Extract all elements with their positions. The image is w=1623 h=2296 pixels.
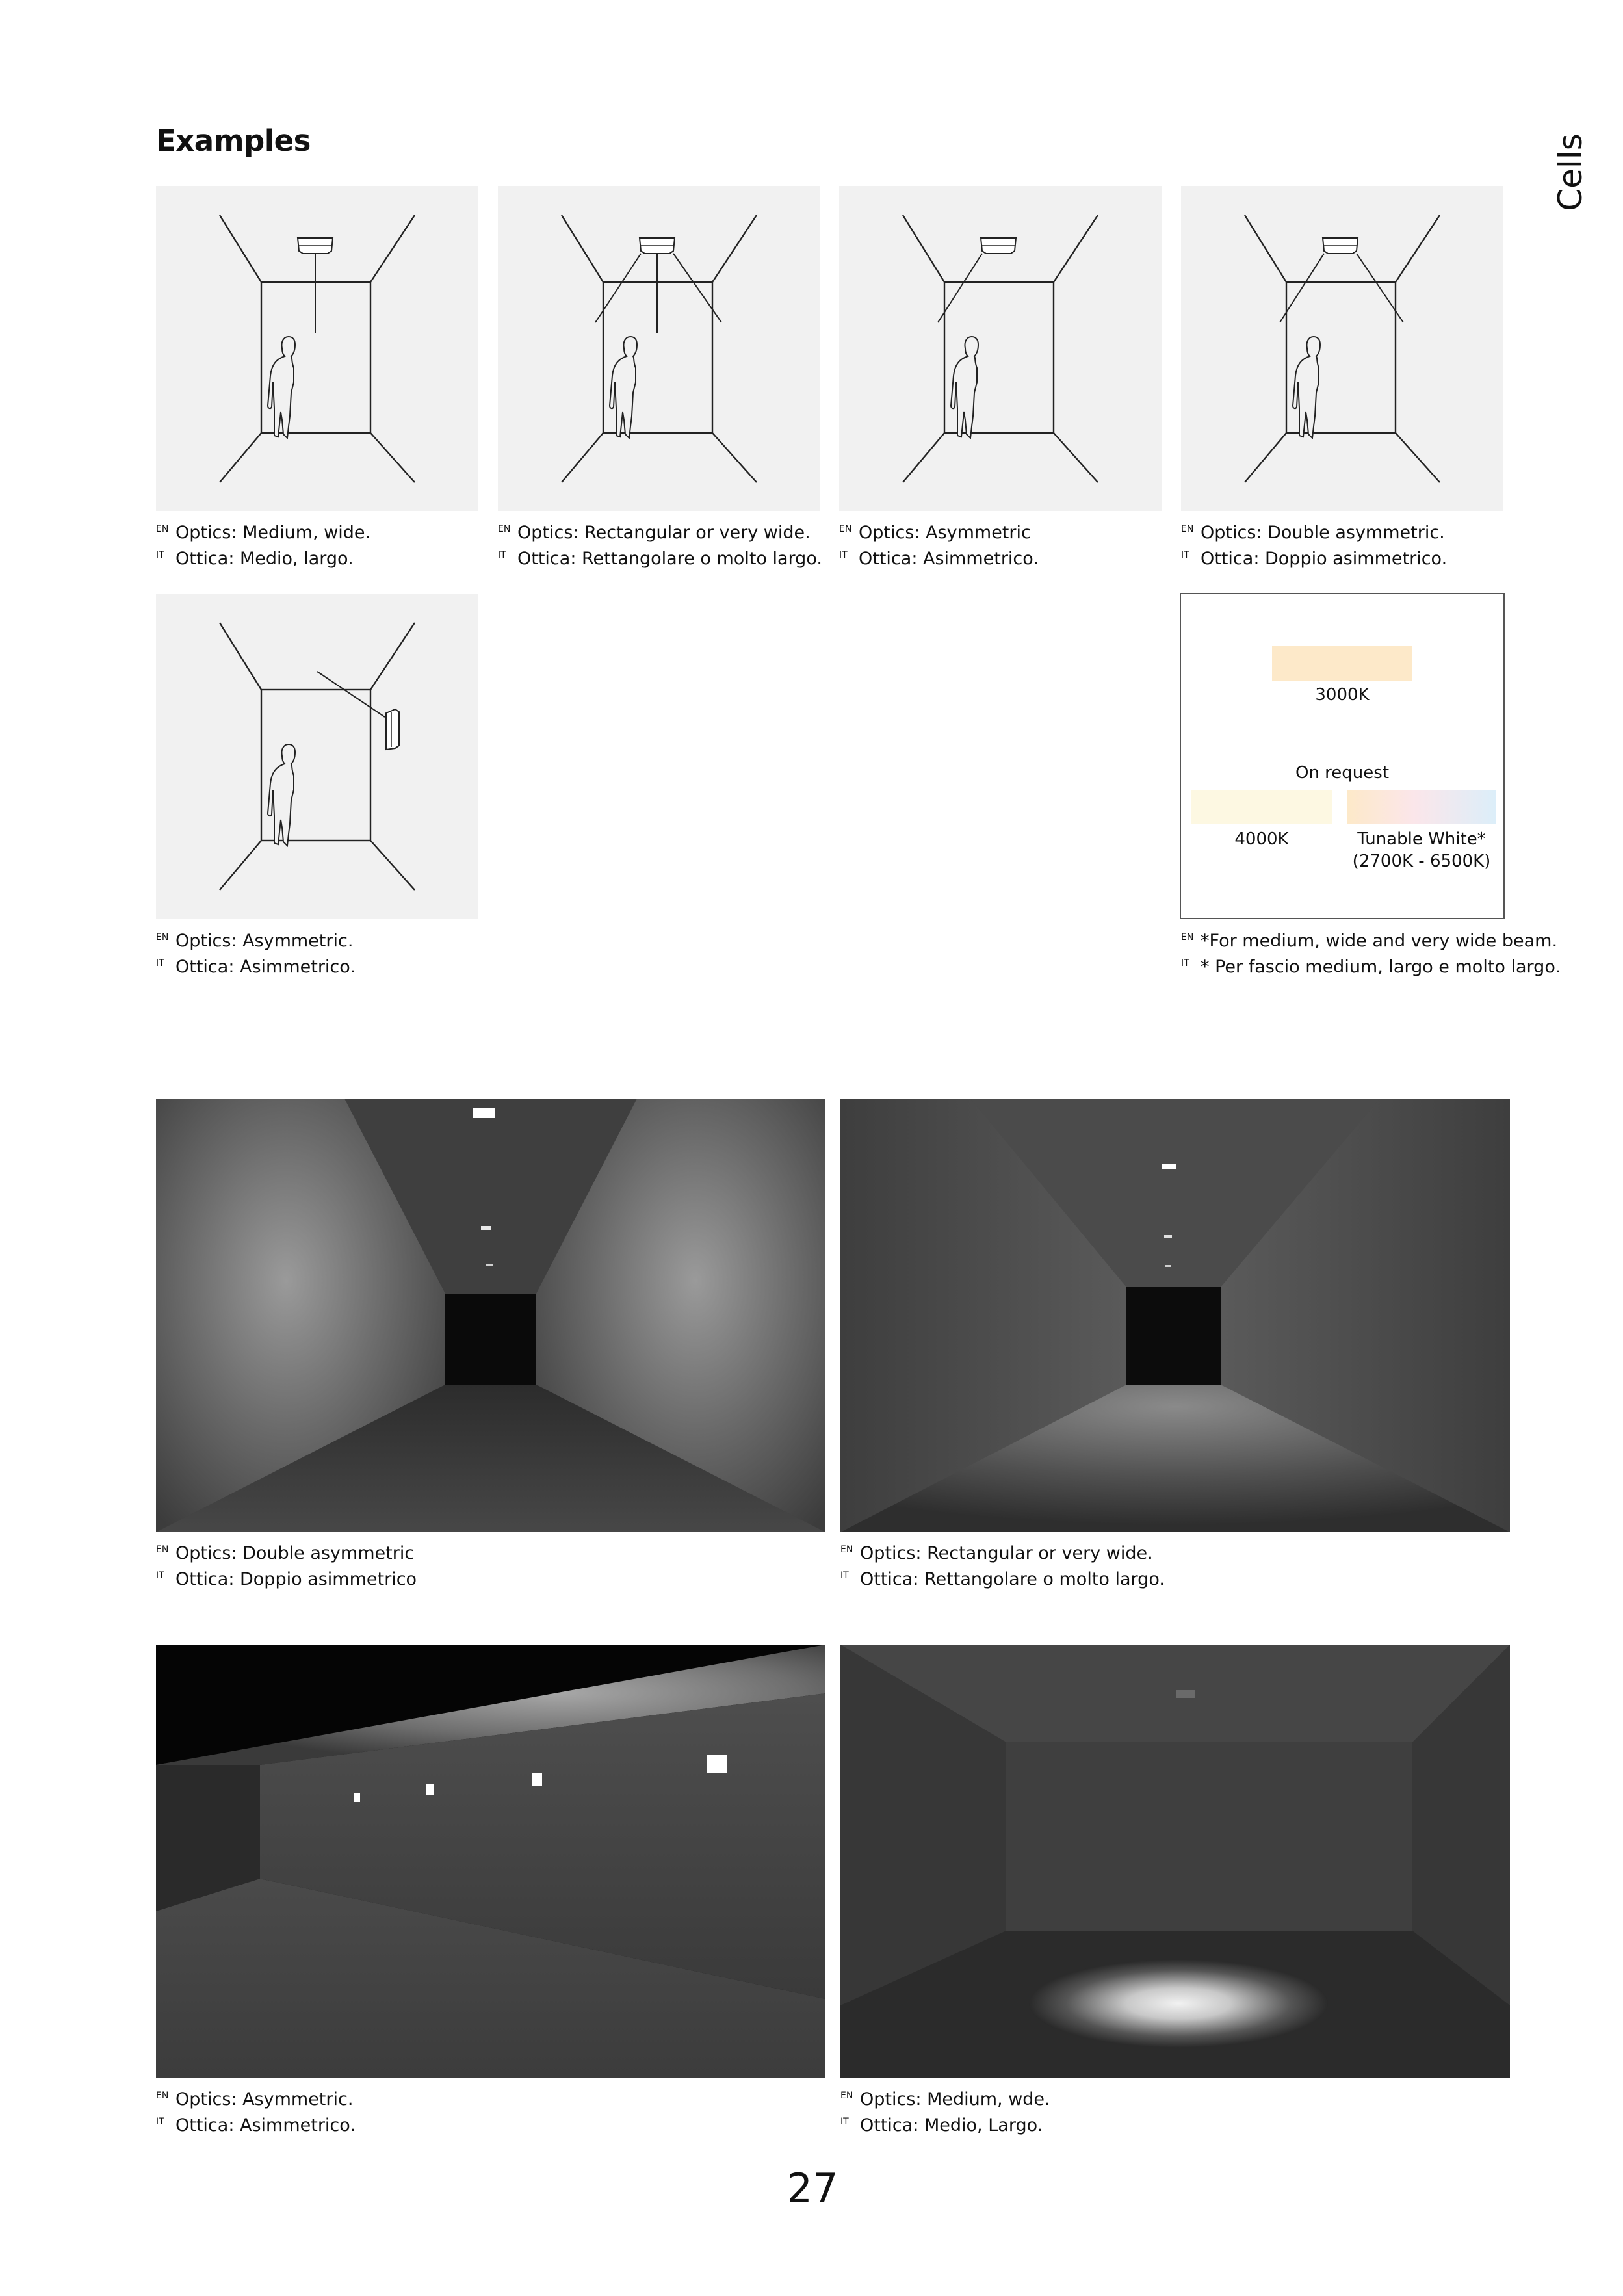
caption-photo-2: EN Optics: Rectangular or very wide. IT Ottica: Rettangolare o molto largo. — [840, 1543, 1165, 1589]
swatch-3000k — [1272, 646, 1412, 681]
section-tab — [1531, 124, 1609, 221]
diagram-rectangular — [498, 186, 820, 511]
color-temperature-box — [1180, 593, 1505, 919]
label-on-request: On request — [1295, 763, 1390, 783]
caption-diagram-1: EN Optics: Medium, wide. IT Ottica: Medio, largo. — [156, 523, 371, 569]
page-number: 27 — [786, 2165, 838, 2212]
caption-diagram-2: EN Optics: Rectangular or very wide. IT Ottica: Rettangolare o molto largo. — [498, 523, 822, 569]
caption-diagram-4: EN Optics: Double asymmetric. IT Ottica: Doppio asimmetrico. — [1181, 523, 1448, 569]
diagram-double-asymmetric — [1181, 186, 1503, 511]
caption-diagram-5: EN Optics: Asymmetric. IT Ottica: Asimmetrico. — [156, 931, 356, 977]
caption-photo-4: EN Optics: Medium, wde. IT Ottica: Medio, Largo. — [840, 2089, 1050, 2135]
diagram-medium-wide — [156, 186, 478, 511]
photo-corridor-double-asymmetric — [156, 1099, 825, 1532]
swatch-tunable-white — [1347, 790, 1496, 824]
label-4000k: 4000K — [1234, 829, 1289, 849]
section-tab-label: Cells — [1551, 133, 1589, 211]
diagram-asymmetric — [839, 186, 1162, 511]
photo-wall-asymmetric — [156, 1645, 825, 2078]
label-tunable-white: Tunable White* — [1357, 829, 1486, 849]
caption-photo-3: EN Optics: Asymmetric. IT Ottica: Asimmetrico. — [156, 2089, 356, 2135]
footnote: EN *For medium, wide and very wide beam. IT * Per fascio medium, largo e molto largo. — [1181, 931, 1561, 977]
diagram-asymmetric-wall — [156, 594, 478, 919]
label-tunable-range: (2700K - 6500K) — [1352, 852, 1491, 871]
caption-diagram-3: EN Optics: Asymmetric IT Ottica: Asimmetrico. — [839, 523, 1039, 569]
caption-photo-1: EN Optics: Double asymmetric IT Ottica: Doppio asimmetrico — [156, 1543, 417, 1589]
label-3000k: 3000K — [1315, 685, 1370, 705]
photo-corridor-rectangular — [840, 1099, 1510, 1532]
photo-room-medium-wide — [840, 1645, 1510, 2078]
page-title: Examples — [156, 124, 311, 158]
swatch-4000k — [1191, 790, 1332, 824]
